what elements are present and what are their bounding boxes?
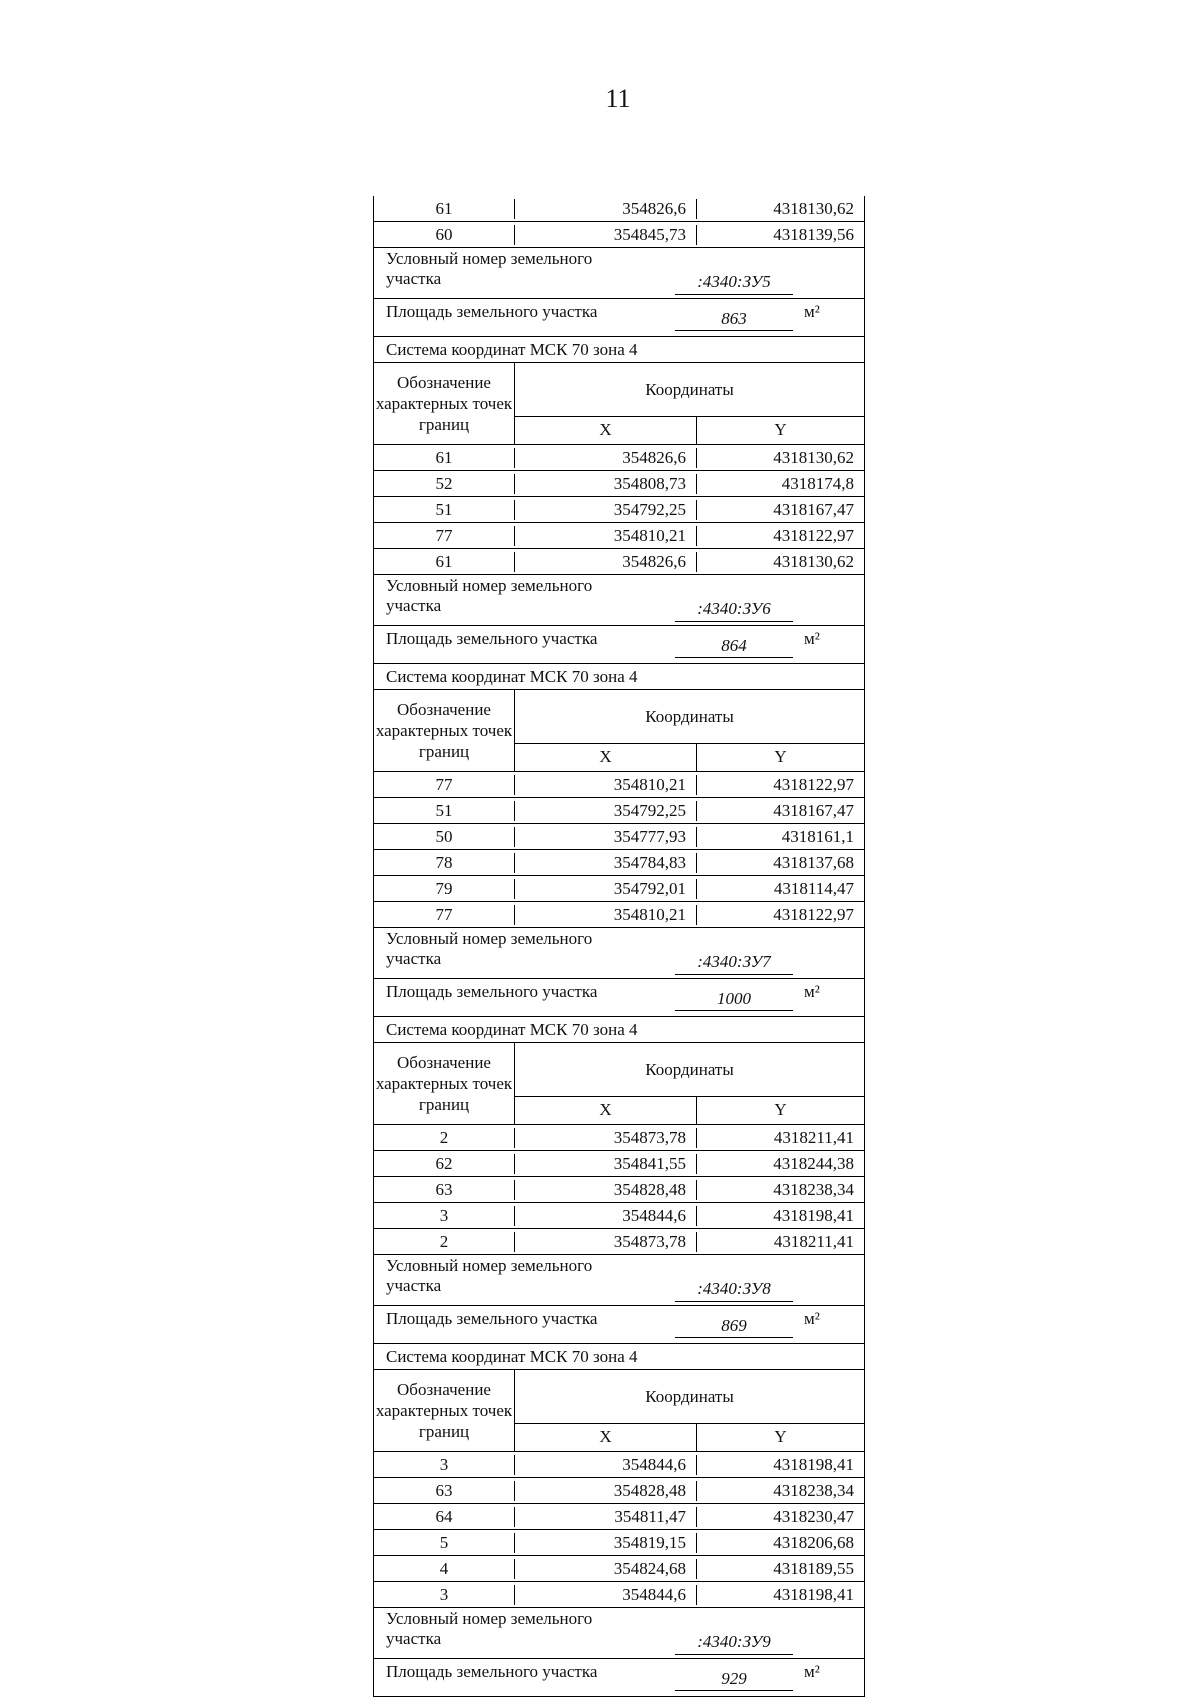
point-id: 3 xyxy=(374,1585,515,1605)
parcel-number-row xyxy=(374,248,864,299)
point-row xyxy=(374,196,864,222)
point-row xyxy=(374,1504,864,1530)
area-unit: м² xyxy=(804,982,820,1001)
y-value: 4318130,62 xyxy=(773,551,854,571)
y-value: 4318198,41 xyxy=(773,1454,854,1474)
parcel-area-label: Площадь земельного участка xyxy=(386,1662,598,1681)
area-unit: м² xyxy=(804,1309,820,1328)
y-value: 4318122,97 xyxy=(773,525,854,545)
parcel-area-value: 869 xyxy=(675,1313,793,1338)
y-value: 4318114,47 xyxy=(773,878,854,898)
y-value: 4318139,56 xyxy=(773,224,854,244)
x-column-header: X xyxy=(515,744,697,771)
y-column-header: Y xyxy=(774,1427,787,1446)
point-column-header: Обозначение характерных точек границ xyxy=(374,1043,515,1124)
point-row xyxy=(374,523,864,549)
parcel-area-label: Площадь земельного участка xyxy=(386,1309,598,1328)
x-value: 354792,01 xyxy=(515,879,697,899)
parcel-area-row xyxy=(374,299,864,337)
point-row xyxy=(374,1203,864,1229)
y-value: 4318174,8 xyxy=(781,473,854,493)
parcel-number-row xyxy=(374,575,864,626)
point-column-header: Обозначение характерных точек границ xyxy=(374,690,515,771)
point-row xyxy=(374,1177,864,1203)
point-row xyxy=(374,876,864,902)
x-value: 354844,6 xyxy=(515,1585,697,1605)
point-row xyxy=(374,1229,864,1255)
point-row xyxy=(374,445,864,471)
y-value: 4318137,68 xyxy=(773,852,854,872)
coordinates-header-group xyxy=(515,1370,864,1451)
y-value: 4318198,41 xyxy=(773,1584,854,1604)
parcel-number-row xyxy=(374,1255,864,1306)
parcel-area-value: 1000 xyxy=(675,986,793,1011)
point-row xyxy=(374,549,864,575)
point-row xyxy=(374,824,864,850)
point-id: 2 xyxy=(374,1128,515,1148)
point-row xyxy=(374,1452,864,1478)
parcel-number-label: Условный номер земельного участка xyxy=(386,249,593,288)
x-value: 354844,6 xyxy=(515,1455,697,1475)
parcel-area-row xyxy=(374,979,864,1017)
x-value: 354819,15 xyxy=(515,1533,697,1553)
area-unit: м² xyxy=(804,1662,820,1681)
x-column-header: X xyxy=(515,1424,697,1451)
point-row xyxy=(374,1582,864,1608)
area-unit: м² xyxy=(804,629,820,648)
y-value: 4318211,41 xyxy=(773,1231,854,1251)
x-value: 354811,47 xyxy=(515,1507,697,1527)
y-value: 4318189,55 xyxy=(773,1558,854,1578)
y-value: 4318206,68 xyxy=(773,1532,854,1552)
coordinates-header xyxy=(374,1043,864,1125)
point-row xyxy=(374,798,864,824)
x-value: 354826,6 xyxy=(515,552,697,572)
parcel-number-row xyxy=(374,1608,864,1659)
x-value: 354810,21 xyxy=(515,526,697,546)
x-value: 354844,6 xyxy=(515,1206,697,1226)
point-id: 4 xyxy=(374,1559,515,1579)
y-value: 4318167,47 xyxy=(773,800,854,820)
point-id: 62 xyxy=(374,1154,515,1174)
y-value: 4318130,62 xyxy=(773,198,854,218)
point-id: 63 xyxy=(374,1481,515,1501)
coordinate-system-row: Система координат МСК 70 зона 4 xyxy=(374,1344,864,1370)
parcel-area-value: 864 xyxy=(675,633,793,658)
point-id: 3 xyxy=(374,1455,515,1475)
point-row xyxy=(374,1478,864,1504)
point-id: 64 xyxy=(374,1507,515,1527)
parcel-area-value: 929 xyxy=(675,1666,793,1691)
point-id: 61 xyxy=(374,199,515,219)
x-value: 354810,21 xyxy=(515,775,697,795)
parcel-number-row xyxy=(374,928,864,979)
point-row xyxy=(374,1530,864,1556)
coordinates-table xyxy=(373,196,865,1697)
y-value: 4318161,1 xyxy=(781,826,854,846)
point-row xyxy=(374,772,864,798)
point-id: 61 xyxy=(374,448,515,468)
x-column-header: X xyxy=(515,417,697,444)
parcel-number-label: Условный номер земельного участка xyxy=(386,576,593,615)
x-value: 354777,93 xyxy=(515,827,697,847)
x-value: 354828,48 xyxy=(515,1180,697,1200)
coordinates-header xyxy=(374,690,864,772)
point-id: 51 xyxy=(374,801,515,821)
point-row xyxy=(374,850,864,876)
x-value: 354792,25 xyxy=(515,801,697,821)
point-id: 3 xyxy=(374,1206,515,1226)
parcel-area-row xyxy=(374,1659,864,1697)
y-value: 4318238,34 xyxy=(773,1480,854,1500)
y-value: 4318198,41 xyxy=(773,1205,854,1225)
x-value: 354873,78 xyxy=(515,1128,697,1148)
coordinates-header-title: Координаты xyxy=(515,1043,864,1097)
y-column-header: Y xyxy=(774,420,787,439)
xy-header-row xyxy=(515,417,864,444)
point-id: 77 xyxy=(374,905,515,925)
y-value: 4318167,47 xyxy=(773,499,854,519)
y-value: 4318230,47 xyxy=(773,1506,854,1526)
parcel-number-label: Условный номер земельного участка xyxy=(386,1256,593,1295)
parcel-area-label: Площадь земельного участка xyxy=(386,302,598,321)
x-value: 354841,55 xyxy=(515,1154,697,1174)
coordinate-system-row: Система координат МСК 70 зона 4 xyxy=(374,337,864,363)
y-column-header: Y xyxy=(774,1100,787,1119)
coordinates-header xyxy=(374,363,864,445)
coordinates-header-group xyxy=(515,363,864,444)
point-id: 79 xyxy=(374,879,515,899)
parcel-number-value: :4340:ЗУ7 xyxy=(675,950,793,975)
point-id: 61 xyxy=(374,552,515,572)
coordinates-header-group xyxy=(515,690,864,771)
xy-header-row xyxy=(515,744,864,771)
x-value: 354810,21 xyxy=(515,905,697,925)
y-value: 4318122,97 xyxy=(773,774,854,794)
point-row xyxy=(374,1556,864,1582)
xy-header-row xyxy=(515,1097,864,1124)
point-row xyxy=(374,497,864,523)
y-column-header: Y xyxy=(774,747,787,766)
point-id: 50 xyxy=(374,827,515,847)
parcel-number-label: Условный номер земельного участка xyxy=(386,1609,593,1648)
coordinates-header xyxy=(374,1370,864,1452)
xy-header-row xyxy=(515,1424,864,1451)
point-row xyxy=(374,471,864,497)
point-column-header: Обозначение характерных точек границ xyxy=(374,363,515,444)
x-column-header: X xyxy=(515,1097,697,1124)
x-value: 354824,68 xyxy=(515,1559,697,1579)
point-id: 63 xyxy=(374,1180,515,1200)
x-value: 354828,48 xyxy=(515,1481,697,1501)
parcel-number-label: Условный номер земельного участка xyxy=(386,929,593,968)
x-value: 354873,78 xyxy=(515,1232,697,1252)
parcel-area-row xyxy=(374,626,864,664)
parcel-number-value: :4340:ЗУ9 xyxy=(675,1630,793,1655)
point-row xyxy=(374,902,864,928)
coordinate-system-row: Система координат МСК 70 зона 4 xyxy=(374,664,864,690)
point-id: 5 xyxy=(374,1533,515,1553)
coordinates-header-title: Координаты xyxy=(515,690,864,744)
x-value: 354808,73 xyxy=(515,474,697,494)
point-id: 2 xyxy=(374,1232,515,1252)
parcel-number-value: :4340:ЗУ6 xyxy=(675,597,793,622)
point-row xyxy=(374,1125,864,1151)
parcel-area-row xyxy=(374,1306,864,1344)
point-id: 78 xyxy=(374,853,515,873)
parcel-area-value: 863 xyxy=(675,306,793,331)
parcel-area-label: Площадь земельного участка xyxy=(386,982,598,1001)
point-id: 77 xyxy=(374,526,515,546)
point-id: 52 xyxy=(374,474,515,494)
point-id: 77 xyxy=(374,775,515,795)
y-value: 4318238,34 xyxy=(773,1179,854,1199)
y-value: 4318211,41 xyxy=(773,1127,854,1147)
x-value: 354826,6 xyxy=(515,448,697,468)
y-value: 4318122,97 xyxy=(773,904,854,924)
x-value: 354792,25 xyxy=(515,500,697,520)
coordinate-system-row: Система координат МСК 70 зона 4 xyxy=(374,1017,864,1043)
point-row xyxy=(374,1151,864,1177)
point-row xyxy=(374,222,864,248)
y-value: 4318130,62 xyxy=(773,447,854,467)
coordinates-header-title: Координаты xyxy=(515,1370,864,1424)
x-value: 354826,6 xyxy=(515,199,697,219)
coordinates-header-group xyxy=(515,1043,864,1124)
coordinates-header-title: Координаты xyxy=(515,363,864,417)
area-unit: м² xyxy=(804,302,820,321)
parcel-area-label: Площадь земельного участка xyxy=(386,629,598,648)
y-value: 4318244,38 xyxy=(773,1153,854,1173)
parcel-number-value: :4340:ЗУ5 xyxy=(675,270,793,295)
page-number: 11 xyxy=(605,84,631,113)
point-id: 51 xyxy=(374,500,515,520)
point-column-header: Обозначение характерных точек границ xyxy=(374,1370,515,1451)
x-value: 354845,73 xyxy=(515,225,697,245)
x-value: 354784,83 xyxy=(515,853,697,873)
point-id: 60 xyxy=(374,225,515,245)
parcel-number-value: :4340:ЗУ8 xyxy=(675,1277,793,1302)
